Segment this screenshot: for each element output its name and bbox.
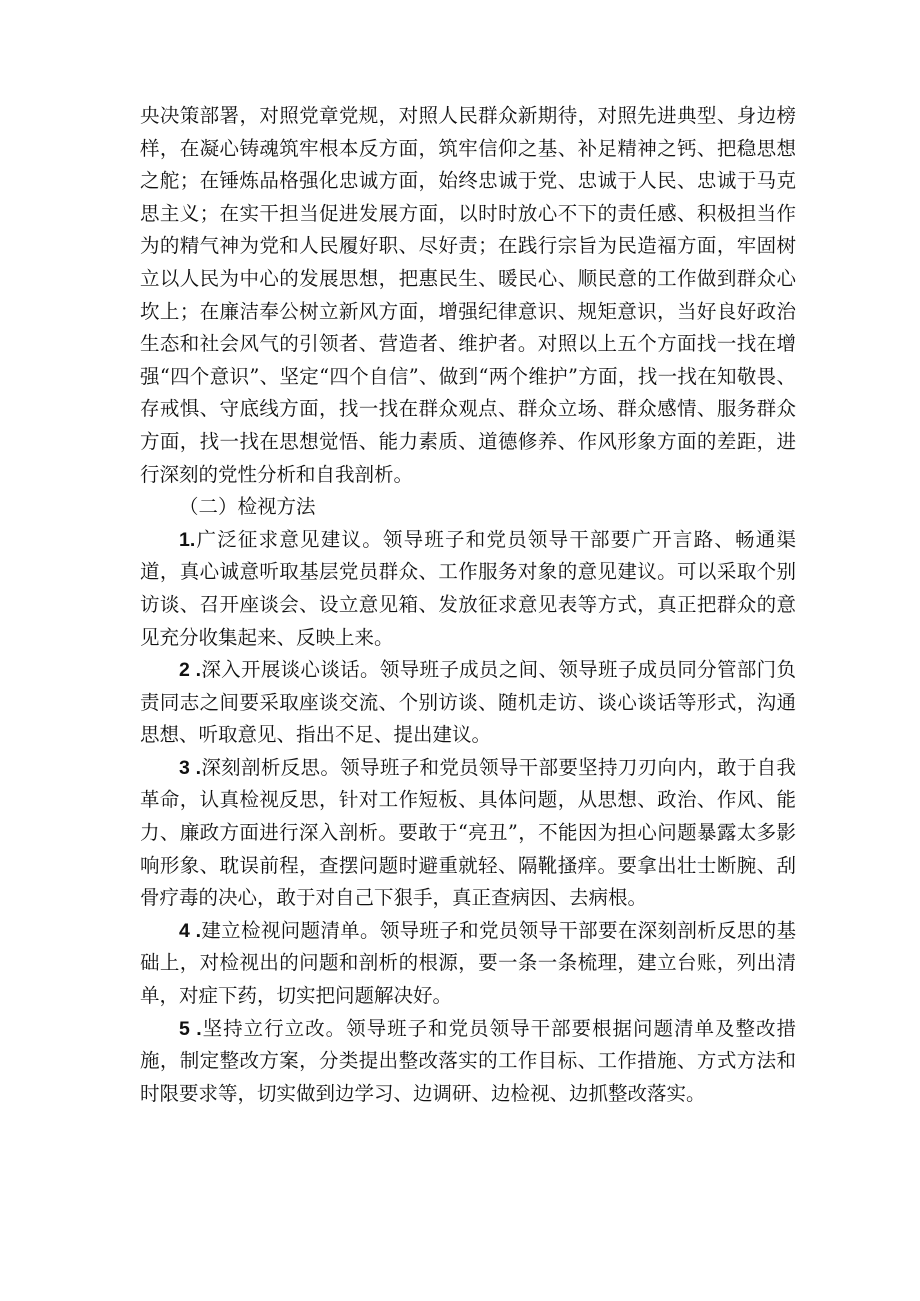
list-item [140, 654, 796, 752]
document-page [140, 100, 796, 1110]
item-text: 深入开展谈心谈话。领导班子成员之间、领导班子成员同分管部门负责同志之间要采取座谈交流、个别访谈、随机走访、谈心谈话等形式，沟通思想、听取意见、指出不足、提出建议。 [140, 658, 796, 747]
body-paragraph: 央决策部署，对照党章党规，对照人民群众新期待，对照先进典型、身边榜样，在凝心铸魂筑牢根本反方面，筑牢信仰之基、补足精神之钙、把稳思想之舵；在锤炼品格强化忠诚方面，始终忠诚于党、忠诚于人民、忠诚于马克思主义；在实干担当促进发展方面，以时时放心不下的责任感、积极担当作为的精气神为党和人民履好职、尽好责；在践行宗旨为民造福方面，牢固树立以人民为中心的发展思想，把惠民生、暖民心、顺民意的工作做到群众心坎上；在廉洁奉公树立新风方面，增强纪律意识、规矩意识，当好良好政治生态和社会风气的引领者、营造者、维护者。对照以上五个方面找一找在增强“四个意识”、坚定“四个自信”、做到“两个维护”方面，找一找在知敬畏、存戒惧、守底线方面，找一找在群众观点、群众立场、群众感情、服务群众方面，找一找在思想觉悟、能力素质、道德修养、作风形象方面的差距，进行深刻的党性分析和自我剖析。 [140, 104, 796, 486]
item-text: 深刻剖析反思。领导班子和党员领导干部要坚持刀刃向内，敢于自我革命，认真检视反思，针对工作短板、具体问题，从思想、政治、作风、能力、廉政方面进行深入剖析。要敢于“亮丑”，不能因为担心问题暴露太多影响形象、耽误前程，查摆问题时避重就轻、隔靴搔痒。要拿出壮士断腕、刮骨疗毒的决心，敢于对自己下狠手，真正查病因、去病根。 [140, 755, 796, 910]
item-text: 建立检视问题清单。领导班子和党员领导干部要在深刻剖析反思的基础上，对检视出的问题和剖析的根源，要一条一条梳理，建立台账，列出清单，对症下药，切实把问题解决好。 [140, 918, 796, 1008]
item-number: 5 . [179, 1017, 202, 1040]
list-item [140, 915, 796, 1013]
list-item [140, 752, 796, 915]
list-item [140, 1013, 796, 1111]
section-heading: （二）检视方法 [179, 495, 316, 519]
item-text: 广泛征求意见建议。领导班子和党员领导干部要广开言路、畅通渠道，真心诚意听取基层党员群众、工作服务对象的意见建议。可以采取个别访谈、召开座谈会、设立意见箱、发放征求意见表等方式，真正把群众的意见充分收集起来、反映上来。 [140, 527, 796, 649]
item-number: 1. [179, 528, 196, 551]
item-number: 4 . [179, 919, 202, 942]
item-number: 3 . [179, 756, 202, 779]
item-text: 坚持立行立改。领导班子和党员领导干部要根据问题清单及整改措施，制定整改方案，分类提出整改落实的工作目标、工作措施、方式方法和时限要求等，切实做到边学习、边调研、边检视、边抓整改落实。 [140, 1016, 796, 1105]
item-number: 2 . [179, 659, 202, 682]
list-item [140, 524, 796, 654]
